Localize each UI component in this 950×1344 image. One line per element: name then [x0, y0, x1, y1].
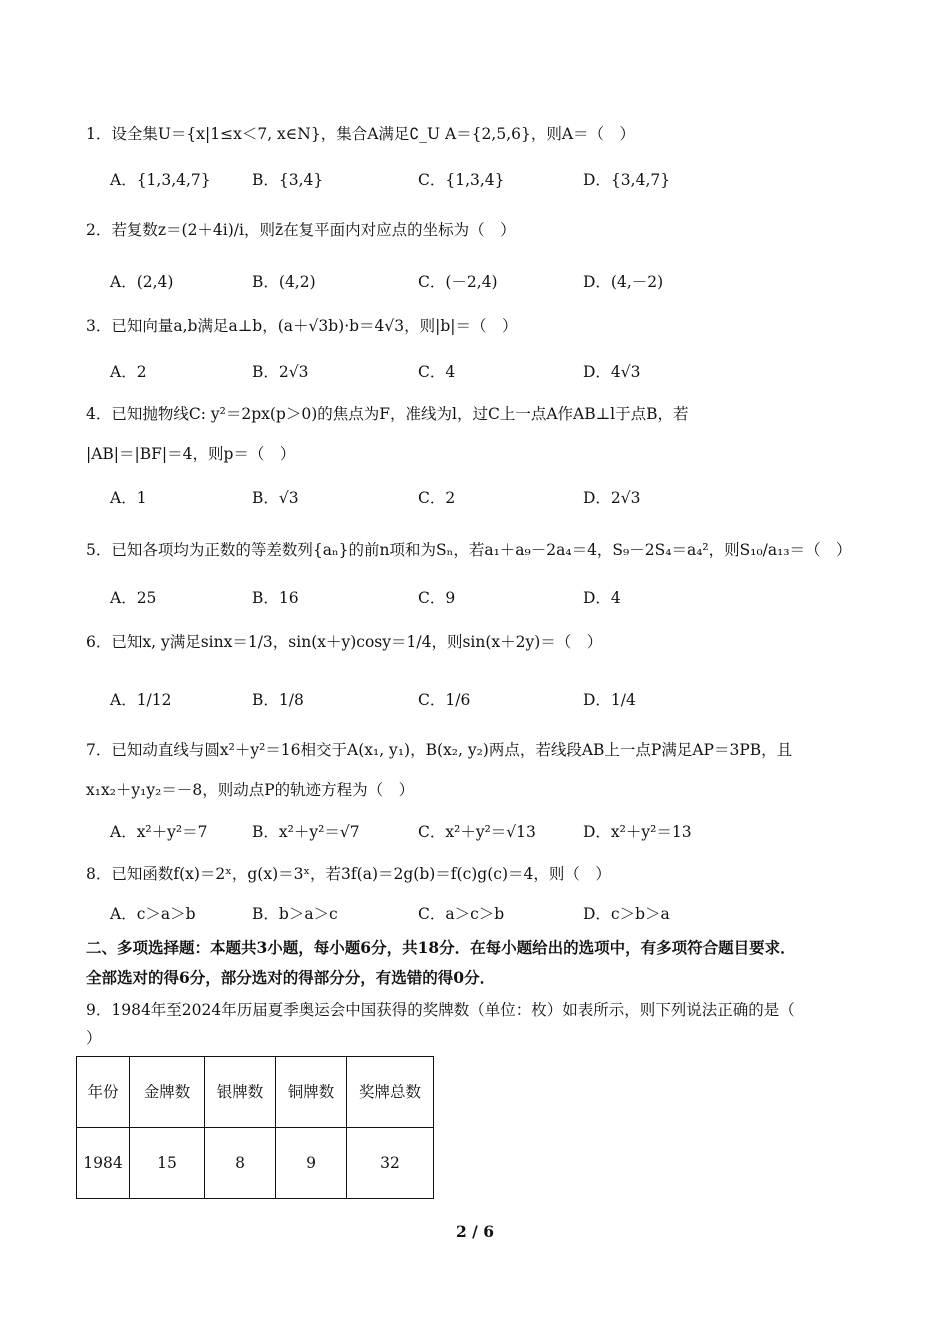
table-cell-gold: 15	[130, 1128, 205, 1199]
q1-option-b: B．{3,4}	[252, 171, 324, 189]
medal-table	[76, 1056, 434, 1199]
table-cell-total: 32	[347, 1128, 434, 1199]
q3-option-a: A．2	[110, 363, 147, 381]
question-7-stem-line1: 7．已知动直线与圆x²＋y²＝16相交于A(x₁, y₁)，B(x₂, y₂)两点，若线段AB上一点P满足AP＝3PB，且	[86, 741, 793, 759]
q3-option-c: C．4	[418, 363, 456, 381]
q1-option-a: A．{1,3,4,7}	[110, 171, 211, 189]
question-3-stem: 3．已知向量a,b满足a⊥b，(a＋√3b)·b＝4√3，则|b|＝（ ）	[86, 317, 518, 335]
q7-option-d: D．x²＋y²＝13	[583, 823, 692, 841]
q8-option-c: C．a＞c＞b	[418, 905, 505, 923]
q5-option-d: D．4	[583, 589, 621, 607]
q4-option-c: C．2	[418, 489, 456, 507]
table-header-row	[77, 1057, 434, 1128]
table-header-year: 年份	[77, 1057, 130, 1128]
q7-option-c: C．x²＋y²＝√13	[418, 823, 536, 841]
q2-option-a: A．(2,4)	[110, 273, 174, 291]
q4-option-d: D．2√3	[583, 489, 641, 507]
q7-option-b: B．x²＋y²＝√7	[252, 823, 360, 841]
question-9-stem-line1: 9．1984年至2024年历届夏季奥运会中国获得的奖牌数（单位：枚）如表所示，则下列说法正确的是（	[86, 1001, 795, 1019]
question-2-stem: 2．若复数z＝(2＋4i)/i，则z̄在复平面内对应点的坐标为（ ）	[86, 221, 516, 239]
table-cell-year: 1984	[77, 1128, 130, 1199]
question-6-stem: 6．已知x, y满足sinx＝1/3，sin(x＋y)cosy＝1/4，则sin(x＋2y)＝（ ）	[86, 633, 603, 651]
q1-option-c: C．{1,3,4}	[418, 171, 505, 189]
table-row	[77, 1128, 434, 1199]
table-header-gold: 金牌数	[130, 1057, 205, 1128]
q2-option-b: B．(4,2)	[252, 273, 316, 291]
q3-option-b: B．2√3	[252, 363, 309, 381]
q6-option-d: D．1/4	[583, 691, 636, 709]
q4-option-b: B．√3	[252, 489, 299, 507]
question-4-stem-line1: 4．已知抛物线C: y²＝2px(p＞0)的焦点为F，准线为l，过C上一点A作AB⊥l于点B，若	[86, 405, 689, 423]
question-7-stem-line2: x₁x₂＋y₁y₂＝－8，则动点P的轨迹方程为（ ）	[86, 781, 415, 799]
q5-option-a: A．25	[110, 589, 157, 607]
question-4-stem-line2: |AB|＝|BF|＝4，则p＝（ ）	[86, 445, 296, 463]
q6-option-c: C．1/6	[418, 691, 471, 709]
q8-option-b: B．b＞a＞c	[252, 905, 338, 923]
section-2-heading-line2: 全部选对的得6分，部分选对的得部分分，有选错的得0分．	[86, 968, 496, 987]
page-number: 2 / 6	[455, 1222, 495, 1241]
q5-option-c: C．9	[418, 589, 456, 607]
question-8-stem: 8．已知函数f(x)＝2ˣ，g(x)＝3ˣ，若3f(a)＝2g(b)＝f(c)g(c)＝4，则（ ）	[86, 865, 611, 883]
question-1-stem: 1．设全集U＝{x|1≤x＜7, x∈N}，集合A满足∁_U A＝{2,5,6}，则A＝（ ）	[86, 125, 636, 143]
question-5-stem: 5．已知各项均为正数的等差数列{aₙ}的前n项和为Sₙ，若a₁＋a₉－2a₄＝4，S₉－2S₄＝a₄²，则S₁₀/a₁₃＝（ ）	[86, 541, 852, 559]
q2-option-d: D．(4,－2)	[583, 273, 664, 291]
q2-option-c: C．(－2,4)	[418, 273, 498, 291]
q4-option-a: A．1	[110, 489, 147, 507]
q8-option-a: A．c＞a＞b	[110, 905, 196, 923]
section-2-heading-line1: 二、多项选择题：本题共3小题，每小题6分，共18分．在每小题给出的选项中，有多项符合题目要求．	[86, 938, 796, 957]
table-cell-silver: 8	[205, 1128, 276, 1199]
q5-option-b: B．16	[252, 589, 299, 607]
question-9-stem-line2: ）	[86, 1029, 102, 1047]
q6-option-a: A．1/12	[110, 691, 172, 709]
table-header-silver: 银牌数	[205, 1057, 276, 1128]
q7-option-a: A．x²＋y²＝7	[110, 823, 208, 841]
q1-option-d: D．{3,4,7}	[583, 171, 671, 189]
table-cell-bronze: 9	[276, 1128, 347, 1199]
table-header-bronze: 铜牌数	[276, 1057, 347, 1128]
q3-option-d: D．4√3	[583, 363, 641, 381]
q8-option-d: D．c＞b＞a	[583, 905, 670, 923]
table-header-total: 奖牌总数	[347, 1057, 434, 1128]
q6-option-b: B．1/8	[252, 691, 304, 709]
